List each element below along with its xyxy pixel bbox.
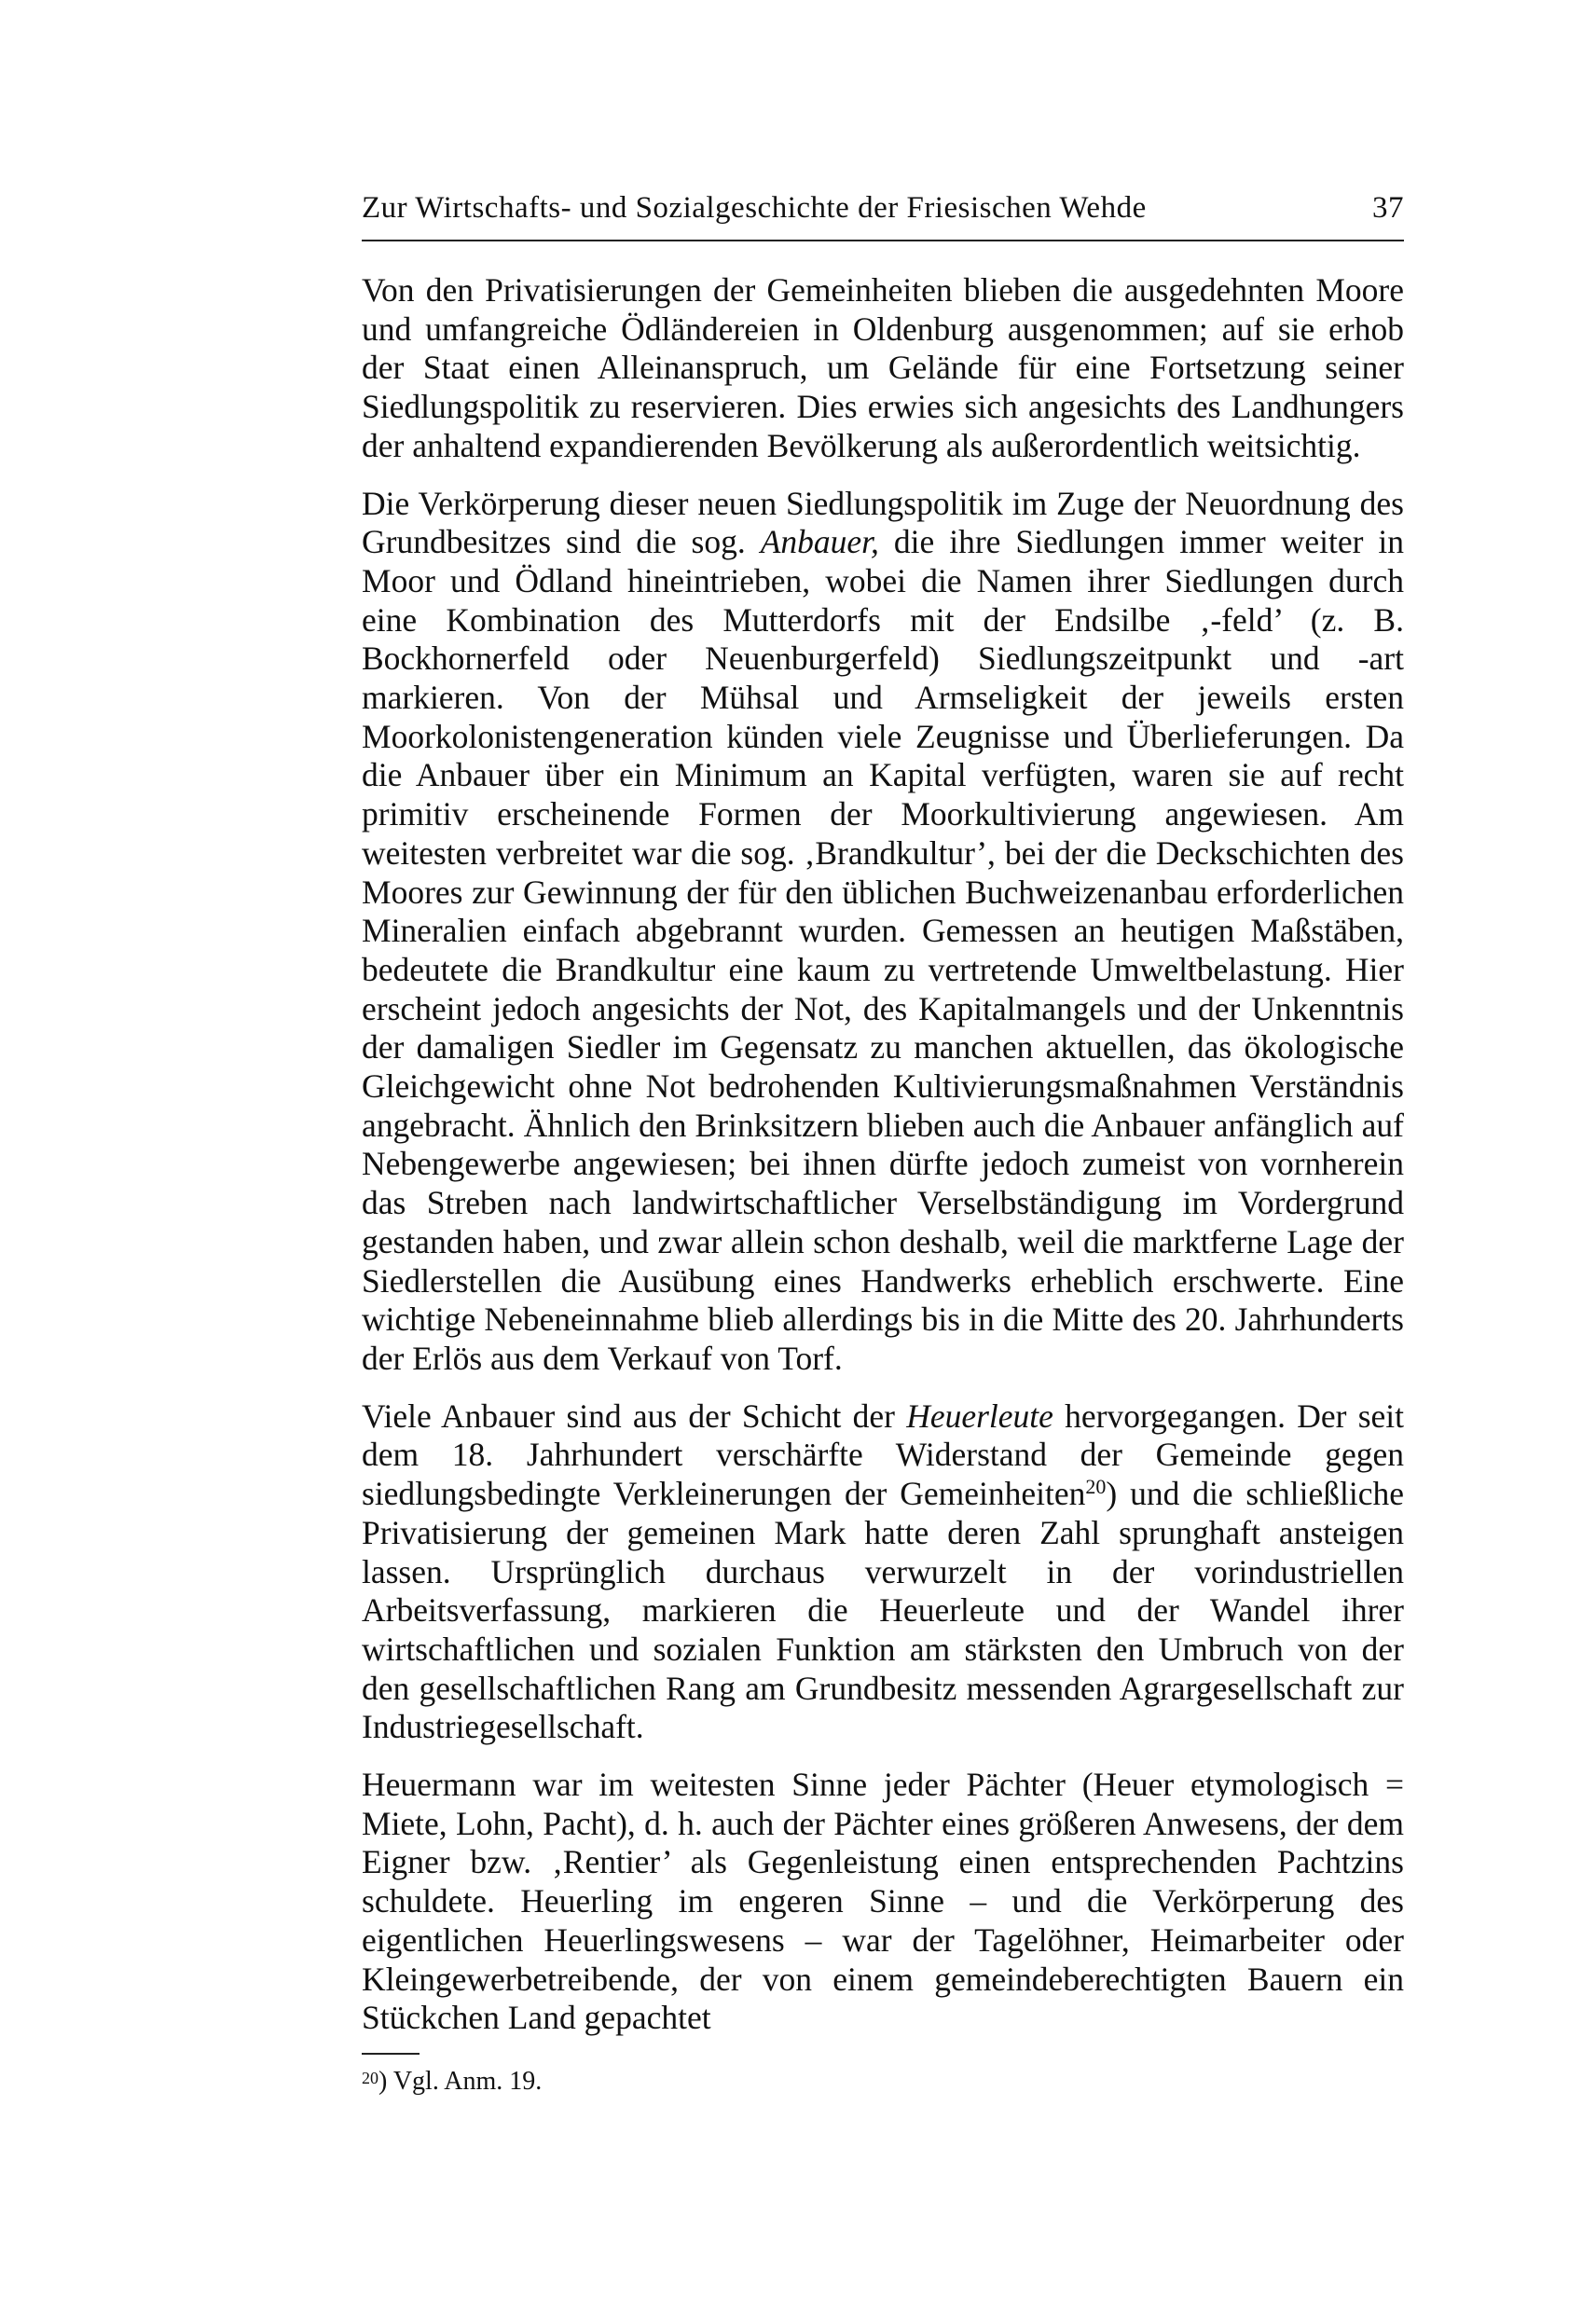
page-number: 37 (1372, 191, 1404, 225)
footnote-text: ) Vgl. Anm. 19. (378, 2066, 543, 2096)
term-heuerleute: Heuerleute (906, 1397, 1053, 1435)
footnote-divider (362, 2053, 420, 2055)
footnote-reference[interactable]: 20 (1085, 1475, 1107, 1499)
footnote (362, 2062, 1404, 2098)
paragraph-1 (362, 271, 1404, 466)
footnote-mark: 20 (362, 2068, 378, 2087)
paragraph-3-text-c: ) und die schließliche Privatisierung der gemeinen Mark hatte deren Zahl sprunghaft ansteigen lassen. Ursprünglich durchaus verwurzelt in der vorindustriellen Arbeitsverfassung, markieren die Heuerleute und der Wandel ihrer wirtschaftlichen und sozialen Funktion am stärksten den Umbruch von der den gesellschaftlichen Rang am Grundbesitz messenden Agrargesellschaft zur Industriegesellschaft. (362, 1475, 1404, 1746)
paragraph-3-text-b: hervorgegangen. Der seit dem 18. Jahrhundert verschärfte Widerstand der Gemeinde gegen siedlungsbedingte Verkleinerungen der Gemeinheiten (362, 1397, 1404, 1513)
running-header (362, 191, 1404, 241)
book-page (362, 191, 1404, 2098)
running-title: Zur Wirtschafts- und Sozialgeschichte der Friesischen Wehde (362, 191, 1147, 225)
paragraph-1-text: Von den Privatisierungen der Gemeinheiten blieben die ausgedehnten Moore und umfangreiche Ödländereien in Oldenburg ausgenommen; auf sie erhob der Staat einen Alleinanspruch, um Gelände für eine Fortsetzung seiner Siedlungspolitik zu reservieren. Dies erwies sich angesichts des Landhungers der anhaltend expandierenden Bevölkerung als außerordentlich weitsichtig. (362, 271, 1404, 464)
paragraph-3 (362, 1397, 1404, 1747)
paragraph-2-text-b: die ihre Siedlungen immer weiter in Moor und Ödland hineintrieben, wobei die Namen ihrer Siedlungen durch eine Kombination des Mutterdorfs mit der Endsilbe ‚-feld’ (z. B. Bockhornerfeld oder Neuenburgerfeld) Siedlungszeitpunkt und -art markieren. Von der Mühsal und Armseligkeit der jeweils ersten Moorkolonistengeneration künden viele Zeugnisse und Überlieferungen. Da die Anbauer über ein Minimum an Kapital verfügten, waren sie auf recht primitiv erscheinende Formen der Moorkultivierung angewiesen. Am weitesten verbreitet war die sog. ‚Brandkultur’, bei der die Deckschichten des Moores zur Gewinnung der für den üblichen Buchweizenanbau erforderlichen Mineralien einfach abgebrannt wurden. Gemessen an heutigen Maßstäben, bedeutete die Brandkultur eine kaum zu vertretende Umweltbelastung. Hier erscheint jedoch angesichts der Not, des Kapitalmangels und der Unkenntnis der damaligen Siedler im Gegensatz zu manchen aktuellen, das ökologische Gleichgewicht ohne Not bedrohenden Kultivierungsmaßnahmen Verständnis angebracht. Ähnlich den Brinksitzern blieben auch die Anbauer anfänglich auf Nebengewerbe angewiesen; bei ihnen dürfte jedoch zumeist von vornherein das Streben nach landwirtschaftlicher Verselbständigung im Vordergrund gestanden haben, und zwar allein schon deshalb, weil die marktferne Lage der Siedlerstellen die Ausübung eines Handwerks erheblich erschwerte. Eine wichtige Nebeneinnahme blieb allerdings bis in die Mitte des 20. Jahrhunderts der Erlös aus dem Verkauf von Torf. (362, 523, 1404, 1377)
paragraph-3-text-a: Viele Anbauer sind aus der Schicht der (362, 1397, 907, 1435)
paragraph-4-text: Heuermann war im weitesten Sinne jeder Pächter (Heuer etymologisch = Miete, Lohn, Pacht), d. h. auch der Pächter eines größeren Anwesens, der dem Eigner bzw. ‚Rentier’ als Gegenleistung einen entsprechenden Pachtzins schuldete. Heuerling im engeren Sinne – und die Verkörperung des eigentlichen Heuerlingswesens – war der Tagelöhner, Heimarbeiter oder Kleingewerbetreibende, der von einem gemeindeberechtigten Bauern ein Stückchen Land gepachtet (362, 1766, 1404, 2037)
body-text (362, 271, 1404, 2038)
term-anbauer: Anbauer, (760, 523, 879, 561)
paragraph-2 (362, 485, 1404, 1379)
paragraph-4 (362, 1766, 1404, 2038)
paragraph-2-text-a: Die Verkörperung dieser neuen Siedlungspolitik im Zuge der Neuordnung des Grundbesitzes sind die sog. (362, 484, 1404, 561)
